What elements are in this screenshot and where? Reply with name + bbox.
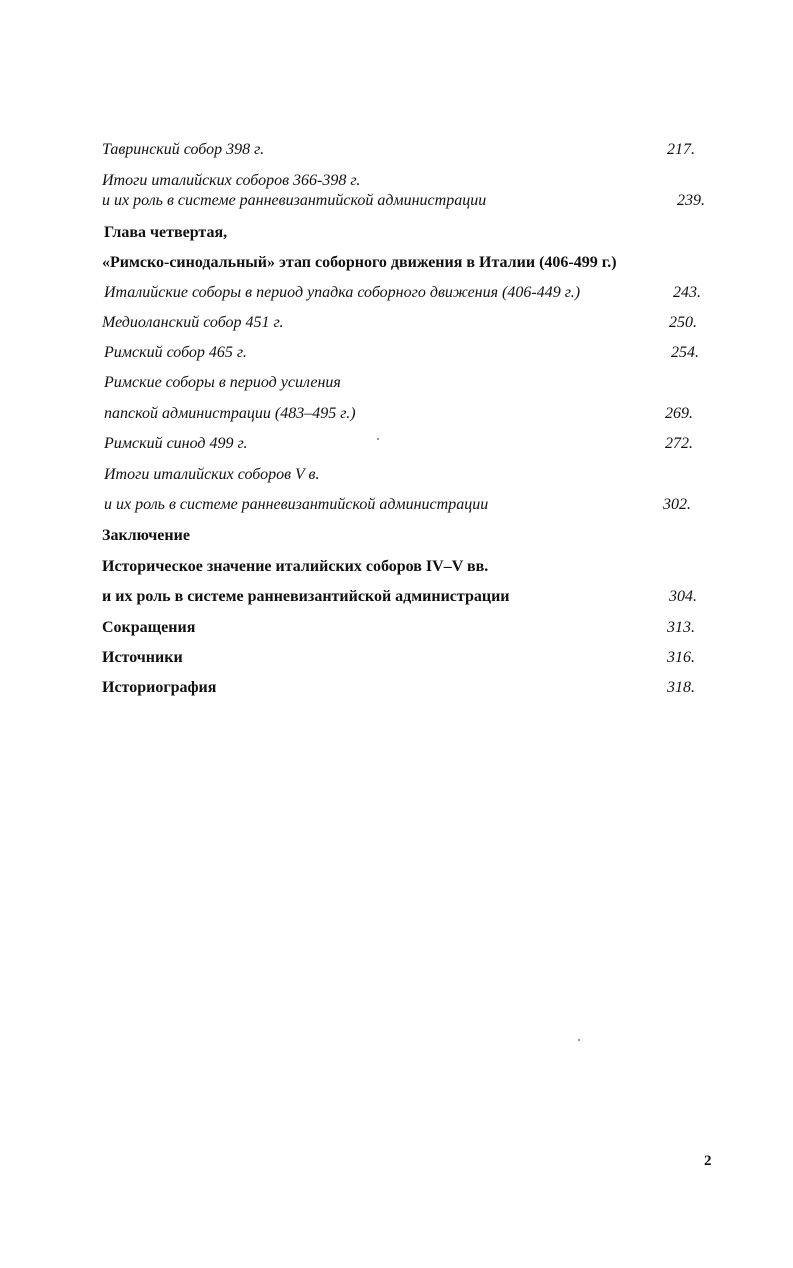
toc-entry-summary-366-398-line1 — [0, 170, 793, 192]
toc-entry-rome-synod-499 — [0, 433, 793, 455]
toc-conclusion-title-line1 — [0, 556, 793, 578]
toc-entry-title: Римский синод 499 г. — [104, 435, 248, 452]
toc-entry-rome-councils-papal-line1 — [0, 372, 793, 394]
toc-entry-page: 250. — [669, 314, 697, 331]
toc-entry-title: Тавринский собор 398 г. — [102, 141, 265, 158]
toc-entry-summary-v-century-line1 — [0, 464, 793, 486]
toc-sources — [0, 647, 793, 669]
toc-historiography — [0, 677, 793, 699]
toc-entry-summary-366-398-line2 — [0, 190, 793, 212]
toc-entry-page: 217. — [667, 141, 695, 158]
toc-entry-title: Италийские соборы в период упадка соборного движения (406-449 г.) — [104, 284, 581, 301]
toc-entry-page: 302. — [663, 496, 691, 513]
toc-entry-title: Медиоланский собор 451 г. — [102, 314, 284, 331]
toc-section-label: Заключение — [102, 527, 190, 544]
toc-entry-milan-council — [0, 312, 793, 334]
scan-speck — [578, 1039, 580, 1041]
toc-entry-page: 313. — [667, 619, 695, 636]
toc-entry-page: 243. — [673, 284, 701, 301]
toc-conclusion-heading — [0, 525, 793, 547]
page-number: 2 — [704, 1153, 712, 1169]
toc-entry-title: папской администрации (483–495 г.) — [104, 405, 356, 422]
toc-entry-title: Итоги италийских соборов 366-398 г. — [102, 172, 361, 189]
toc-section-title: и их роль в системе ранневизантийской администрации — [102, 588, 510, 605]
toc-entry-page: 272. — [665, 435, 693, 452]
toc-entry-title: Итоги италийских соборов V в. — [104, 466, 320, 483]
toc-chapter-title: «Римско-синодальный» этап соборного движения в Италии (406-499 г.) — [102, 254, 617, 271]
toc-chapter-four-title — [0, 252, 793, 274]
toc-entry-page: 239. — [677, 192, 705, 209]
toc-entry-taurinum-council — [0, 139, 793, 161]
toc-entry-rome-council-465 — [0, 342, 793, 364]
toc-section-title: Сокращения — [102, 619, 196, 636]
toc-entry-title: и их роль в системе ранневизантийской администрации — [102, 192, 487, 209]
toc-entry-page: 269. — [665, 405, 693, 422]
toc-entry-page: 254. — [671, 344, 699, 361]
toc-entry-title: Римские соборы в период усиления — [104, 374, 341, 391]
toc-entry-summary-v-century-line2 — [0, 494, 793, 516]
toc-chapter-four-heading — [0, 222, 793, 244]
toc-entry-page: 316. — [667, 649, 695, 666]
toc-entry-title: и их роль в системе ранневизантийской администрации — [104, 496, 489, 513]
toc-entry-page: 318. — [667, 679, 695, 696]
toc-entry-rome-councils-papal-line2 — [0, 403, 793, 425]
toc-entry-title: Римский собор 465 г. — [104, 344, 247, 361]
scan-speck — [377, 438, 379, 440]
toc-section-title: Историография — [102, 679, 217, 696]
toc-section-title: Историческое значение италийских соборов IV–V вв. — [102, 558, 489, 575]
toc-entry-page: 304. — [669, 588, 697, 605]
toc-section-title: Источники — [102, 649, 183, 666]
toc-chapter-label: Глава четвертая, — [104, 224, 228, 241]
toc-abbreviations — [0, 617, 793, 639]
toc-entry-councils-decline — [0, 282, 793, 304]
toc-conclusion-title-line2 — [0, 586, 793, 608]
